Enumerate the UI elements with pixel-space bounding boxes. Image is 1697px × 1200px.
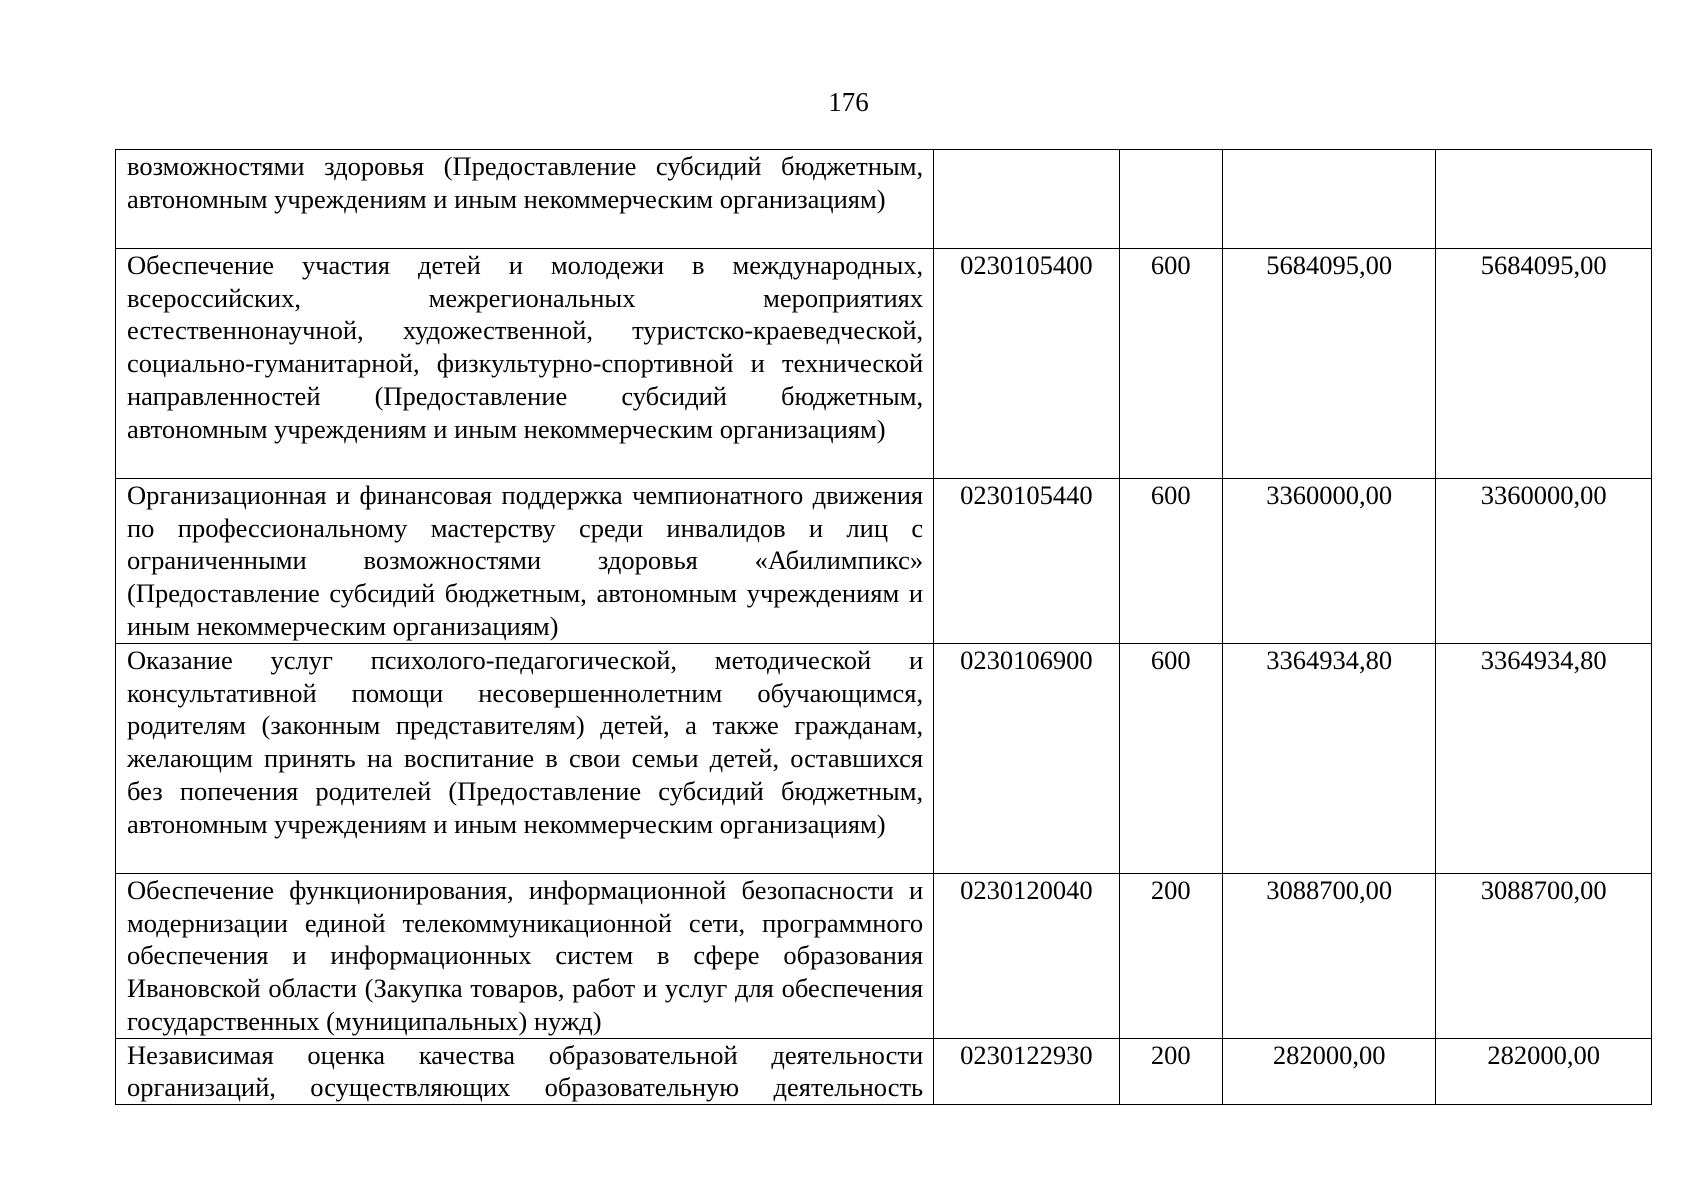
row-amount-first: 3088700,00 — [1222, 874, 1436, 1039]
row-amount-second — [1436, 150, 1652, 249]
row-description: Независимая оценка качества образовательной деятельности организаций, осуществляющих образовательную деятельность — [116, 1038, 934, 1104]
row-expense-type: 600 — [1119, 249, 1222, 479]
table-row — [116, 150, 1652, 249]
row-expense-type: 200 — [1119, 874, 1222, 1039]
row-target-code: 0230106900 — [934, 644, 1119, 874]
row-amount-second: 282000,00 — [1436, 1038, 1652, 1104]
row-expense-type: 600 — [1119, 644, 1222, 874]
page-number: 176 — [828, 87, 869, 117]
row-amount-second: 3360000,00 — [1436, 479, 1652, 644]
row-target-code: 0230105440 — [934, 479, 1119, 644]
row-expense-type — [1119, 150, 1222, 249]
table-row — [116, 644, 1652, 874]
row-target-code — [934, 150, 1119, 249]
budget-table — [115, 149, 1652, 1105]
row-target-code: 0230120040 — [934, 874, 1119, 1039]
row-description: Обеспечение функционирования, информационной безопасности и модернизации единой телекоммуникационной сети, программного обеспечения и информационных систем в сфере образования Ивановской области (Закупка товаров, работ и услуг для обеспечения государственных (муниципальных) нужд) — [116, 874, 934, 1039]
row-description: Организационная и финансовая поддержка чемпионатного движения по профессиональному мастерству среди инвалидов и лиц с ограниченными возможностями здоровья «Абилимпикс» (Предоставление субсидий бюджетным, автономным учреждениям и иным некоммерческим организациям) — [116, 479, 934, 644]
table-row — [116, 1038, 1652, 1104]
row-description: Оказание услуг психолого-педагогической, методической и консультативной помощи несовершеннолетним обучающимся, родителям (законным представителям) детей, а также гражданам, желающим принять на воспитание в свои семьи детей, оставшихся без попечения родителей (Предоставление субсидий бюджетным, автономным учреждениям и иным некоммерческим организациям) — [116, 644, 934, 874]
row-amount-first: 3360000,00 — [1222, 479, 1436, 644]
row-amount-second: 5684095,00 — [1436, 249, 1652, 479]
table-row — [116, 479, 1652, 644]
row-amount-first: 282000,00 — [1222, 1038, 1436, 1104]
table-row — [116, 874, 1652, 1039]
row-expense-type: 600 — [1119, 479, 1222, 644]
row-description: Обеспечение участия детей и молодежи в международных, всероссийских, межрегиональных мероприятиях естественнонаучной, художественной, туристско-краеведческой, социально-гуманитарной, физкультурно-спортивной и технической направленностей (Предоставление субсидий бюджетным, автономным учреждениям и иным некоммерческим организациям) — [116, 249, 934, 479]
row-description: возможностями здоровья (Предоставление субсидий бюджетным, автономным учреждениям и иным некоммерческим организациям) — [116, 150, 934, 249]
row-amount-first — [1222, 150, 1436, 249]
row-amount-second: 3364934,80 — [1436, 644, 1652, 874]
row-amount-second: 3088700,00 — [1436, 874, 1652, 1039]
row-target-code: 0230122930 — [934, 1038, 1119, 1104]
row-target-code: 0230105400 — [934, 249, 1119, 479]
table-row — [116, 249, 1652, 479]
row-amount-first: 5684095,00 — [1222, 249, 1436, 479]
row-amount-first: 3364934,80 — [1222, 644, 1436, 874]
row-expense-type: 200 — [1119, 1038, 1222, 1104]
